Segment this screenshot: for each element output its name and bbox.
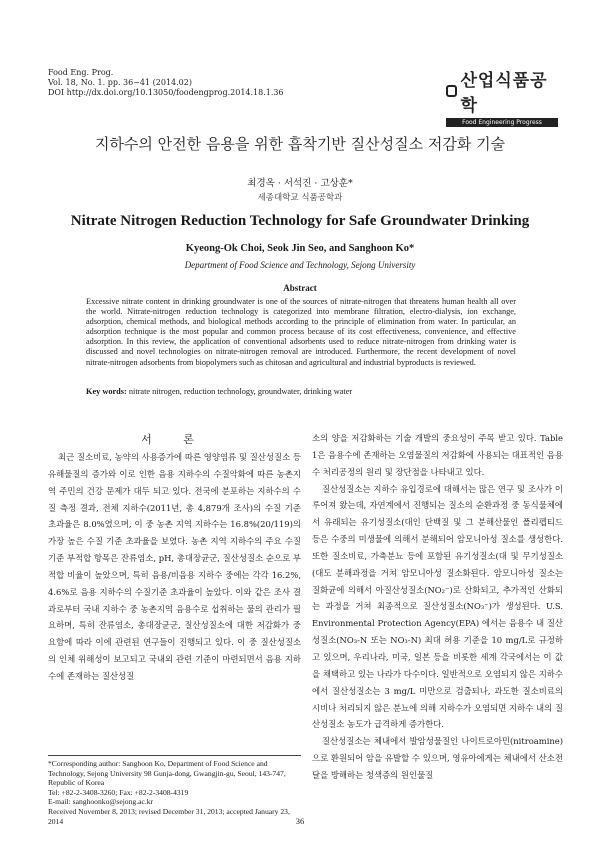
body-paragraph: 질산성질소는 체내에서 발암성물질인 나이트로아민(nitroamine)으로 환원되어 암을 유발할 수 있으며, 영유아에게는 체내에서 산소전달을 방해하는 청색증의 원인물질 bbox=[312, 736, 563, 780]
logo-mark-icon bbox=[446, 85, 457, 97]
section-heading-introduction: 서 론 bbox=[141, 433, 208, 446]
intro-paragraph: 최근 질소비료, 농약의 사용증가에 따른 영양염류 및 질산성질소 등 유해물질의 증가와 이로 인한 음용 지하수의 수질악화에 따른 농촌지역 주민의 건강 문제가 대두 되고 있다. 전국에 분포하는 지하수의 수질 측정 결과, 전체 지하수(2011년, 총 4,879개 조사)의 수질 기준 초과율은 8.0%였으며, 이 중 농촌 지역 지하수는 16.8%(20/119)의 가장 높은 수질 기준 초과율을 보였다. 농촌 지역 지하수의 주요 수질 기준 부적합 항목은 잔류염소, pH, 총대장균군, 질산성질소 순으로 부적합 비율이 높았으며, 특히 음용/비음용 지하수 중에는 각각 16.2%, 4.6%로 음용 지하수의 수질기준 초과율이 높았다. 이와 같은 조사 결과로부터 국내 지하수 중 농촌지역 음용수로 섭취하는 물의 관리가 필요하며, 특히 잔류염소, 총대장균군, 질산성질소에 대한 저감화가 중요함에 따라 이에 관련된 연구들이 진행되고 있다. 이 중 질산성질소의 인체 위해성이 보고되고 국내외 관련 기준이 마련되면서 음용 지하수에 존재하는 질산성질 bbox=[48, 452, 301, 681]
journal-volume: Vol. 18, No. 1. pp. 36~41 (2014.02) bbox=[48, 78, 192, 87]
left-column bbox=[48, 449, 301, 685]
keywords-text: nitrate nitrogen, reduction technology, groundwater, drinking water bbox=[128, 387, 353, 396]
english-authors: Kyeong-Ok Choi, Seok Jin Seo, and Sanghoon Ko* bbox=[185, 243, 415, 254]
body-paragraph: 질산성질소는 지하수 유입경로에 대해서는 많은 연구 및 조사가 이루어져 왔는데, 자연계에서 진행되는 질소의 순환과정 중 동식물체에서 유래되는 유기성질소(대인 단백질 및 그 분해산물인 폴리펩티드 등은 수중의 미생물에 의해서 분해되어 암모니아성 질소를 생성한다. 또한 질소비료, 가축분뇨 등에 포함된 유기성질소(대 및 무기성질소(대도 분해과정을 거쳐 암모니아성 질소화된다. 암모니아성 질소는 질화균에 의해서 아질산성질소(NO₂⁻)로 산화되고, 추가적인 산화되는 과정을 거쳐 최종적으로 질산성질소(NO₃⁻)가 생성된다. U.S. Environmental Protection Agency(EPA) 에서는 음용수 내 질산성질소(NO₃-N 또는 NO₃-N) 최대 허용 기준을 10 mg/L로 규정하고 있으며, 우리나라, 미국, 일본 등을 비롯한 세계 각국에서는 이 값을 채택하고 있는 나라가 다수이다. 일반적으로 오염되지 않은 지하수에서 질산성질소는 3 mg/L 미만으로 검출되나, 과도한 질소비료의 시비나 처리되지 않은 분뇨에 의해 지하수가 오염되면 지하수 내의 질산성질소 농도가 급격하게 증가한다. bbox=[312, 483, 563, 730]
footnote-divider bbox=[48, 755, 301, 756]
abstract-heading: Abstract bbox=[283, 283, 317, 293]
logo-subtitle: Food Engineering Progress bbox=[446, 118, 558, 127]
korean-affiliation: 세종대학교 식품공학과 bbox=[257, 193, 343, 203]
journal-doi: DOI http://dx.doi.org/10.13050/foodengprog.2014.18.1.36 bbox=[48, 88, 284, 97]
abstract-text: Excessive nitrate content in drinking groundwater is one of the sources of nitrate-nitrogen that threatens human health all over the world. Nitrate-nitrogen reduction technology is categorized into membrane filtration, electro-dialysis, ion exchange, adsorption, chemical methods, and biological methods according to the principle of elimination from water. In particular, an adsorption technique is the most popular and common process because of its cost effectiveness, convenience, and effective adsorption. In this review, the application of conventional adsorbents used to reduce nitrate-nitrogen from drinking water is discussed and novel technologies on nitrate-nitrogen removal are introduced. Furthermore, the recent development of novel nitrate-nitrogen adsorbents from biopolymers such as chitosan and agricultural and industrial byproducts is reviewed. bbox=[86, 297, 516, 367]
journal-logo bbox=[446, 66, 558, 126]
journal-name: Food Eng. Prog. bbox=[48, 68, 114, 77]
right-column bbox=[312, 430, 563, 784]
english-affiliation: Department of Food Science and Technology, Sejong University bbox=[184, 260, 416, 270]
korean-authors: 최경옥 · 서석진 · 고상훈* bbox=[247, 178, 353, 189]
corresponding-author: *Corresponding author: Sanghoon Ko, Department of Food Science and Technology, Sejong University 98 Gunja-dong, Gwangjin-gu, Seoul, 143-747, Republic of Korea bbox=[48, 759, 286, 788]
received-dates: Received November 8, 2013; revised December 31, 2013; accepted January 23, 2014 bbox=[48, 806, 290, 826]
journal-header bbox=[48, 68, 284, 98]
body-paragraph: 소의 양을 저감화하는 기술 개발의 중요성이 주목 받고 있다. Table 1은 음용수에 존재하는 오염물질의 저감화에 사용되는 대표적인 음용수 처리공정의 원리 및 장단점을 나타내고 있다. bbox=[312, 433, 563, 477]
page-number: 36 bbox=[295, 816, 305, 826]
keywords-label: Key words: bbox=[86, 387, 127, 396]
english-title: Nitrate Nitrogen Reduction Technology for Safe Groundwater Drinking bbox=[70, 213, 530, 229]
logo-main-text: 산업식품공학 bbox=[460, 71, 548, 116]
contact-phone: Tel: +82-2-3408-3260; Fax: +82-2-3408-4319 bbox=[48, 787, 189, 797]
keywords bbox=[86, 387, 516, 396]
korean-title: 지하수의 안전한 음용을 위한 흡착기반 질산성질소 저감화 기술 bbox=[94, 135, 506, 153]
contact-email: E-mail: sanghoonko@sejong.ac.kr bbox=[48, 797, 154, 807]
